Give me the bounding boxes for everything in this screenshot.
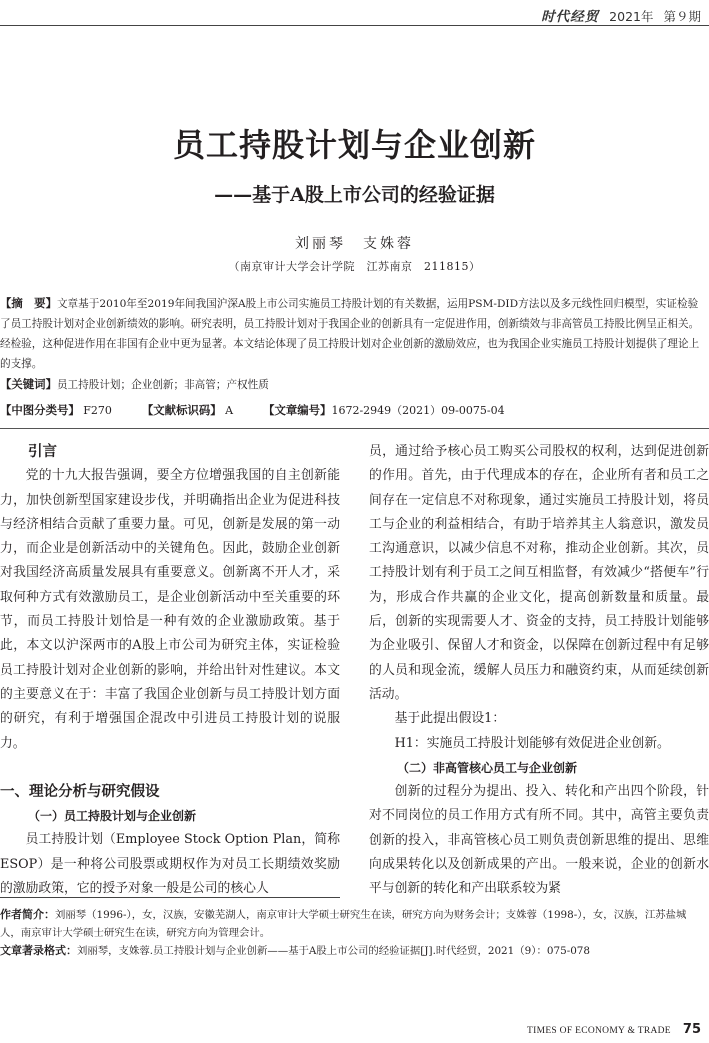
author-bio-text: 刘丽琴（1996-），女，汉族，安徽芜湖人，南京审计大学硕士研究生在读，研究方向为财务会计；支姝蓉（1998-），女，汉族，江苏盐城人，南京审计大学硕士研究生在读，研究方向为管理会计。	[0, 909, 687, 939]
section-1-heading: 一、理论分析与研究假设	[0, 783, 160, 800]
subsection-2-heading: （二）非高管核心员工与企业创新	[397, 760, 578, 775]
doc-code-item	[142, 402, 233, 418]
subsection-1-paragraph: 员工持股计划（Employee Stock Option Plan，简称ESOP）是一种将公司股票或期权作为对员工长期绩效奖励的激励政策，它的授予对象一般是公司的核心人	[0, 832, 340, 897]
abstract-text: 文章基于2010年至2019年间我国沪深A股上市公司实施员工持股计划的有关数据，运用PSM-DID方法以及多元线性回归模型，实证检验了员工持股计划对企业创新绩效的影响。研究表明，员工持股计划对于我国企业的创新具有一定促进作用，创新绩效与非高管员工持股比例呈正相关。经检验，这种促进作用在非国有企业中更为显著。本文结论体现了员工持股计划对企业创新的激励效应，也为我国企业实施员工持股计划提供了理论上的支撑。	[0, 298, 700, 370]
citation-format	[0, 942, 705, 961]
intro-heading: 引言	[28, 444, 57, 460]
left-column	[0, 440, 340, 901]
author-affiliation: （南京审计大学会计学院 江苏南京 211815）	[228, 260, 481, 273]
clc-label: 【中图分类号】	[0, 403, 80, 417]
issue-year: 2021年	[609, 9, 654, 24]
article-subtitle: ——基于A股上市公司的经验证据	[214, 184, 495, 206]
hypothesis-1: H1：实施员工持股计划能够有效促进企业创新。	[394, 735, 670, 751]
subsection-1-heading: （一）员工持股计划与企业创新	[28, 809, 197, 824]
magazine-name: 时代经贸	[541, 9, 600, 25]
author-bio-label: 作者简介：	[0, 908, 55, 921]
hypothesis-intro: 基于此提出假设1：	[394, 711, 506, 727]
footnote-rule	[0, 897, 340, 898]
keywords-text: 员工持股计划；企业创新；非高管；产权性质	[56, 379, 269, 391]
header-rule	[0, 25, 709, 26]
journal-name-en: TIMES OF ECONOMY & TRADE	[527, 1026, 671, 1036]
right-column	[369, 440, 709, 902]
article-id-item	[263, 402, 504, 418]
clc-item	[0, 402, 112, 418]
author-bio	[0, 906, 705, 942]
doc-code-value: A	[225, 404, 234, 417]
clc-value: F270	[83, 404, 112, 417]
page-number: 75	[682, 1022, 701, 1037]
continued-paragraph: 员，通过给予核心员工购买公司股权的权利，达到促进创新的作用。首先，由于代理成本的存在，企业所有者和员工之间存在一定信息不对称现象，通过实施员工持股计划，将员工与企业的利益相结合，有助于培养其主人翁意识，激发员工沟通意识，以减少信息不对称，推动企业创新。其次，员工持股计划有利于员工之间互相监督，有效减少“搭便车”行为，形成合作共赢的企业文化，提高创新数量和质量。最后，创新的实现需要人才、资金的支持，员工持股计划能够为企业吸引、保留人才和资金，以保障在创新过程中有足够的人员和现金流，缓解人员压力和融资约束，从而延续创新活动。	[369, 444, 709, 702]
issue-number: 第９期	[663, 9, 701, 24]
keywords	[0, 374, 705, 395]
abstract	[0, 293, 705, 374]
running-header	[541, 5, 701, 25]
section-gap	[0, 756, 340, 780]
article-id-label: 【文章编号】	[263, 403, 332, 417]
citation-text: 刘丽琴，支姝蓉.员工持股计划与企业创新——基于A股上市公司的经验证据[J].时代经贸，2021（9）：075-078	[77, 945, 591, 957]
intro-paragraph: 党的十九大报告强调，要全方位增强我国的自主创新能力，加快创新型国家建设步伐，并明确指出企业为促进科技与经济相结合贡献了重要力量。可见，创新是发展的第一动力，而企业是创新活动中的关键角色。因此，鼓励企业创新对我国经济高质量发展具有重要意义。创新离不开人才，采取何种方式有效激励员工，是企业创新活动中至关重要的环节，而员工持股计划恰是一种有效的企业激励政策。基于此，本文以沪深两市的A股上市公司为研究主体，实证检验员工持股计划对企业创新的影响，并给出针对性建议。本文的主要意义在于：丰富了我国企业创新与员工持股计划方面的研究，有利于增强国企混改中引进员工持股计划的说服力。	[0, 468, 340, 751]
abstract-separator	[0, 428, 709, 429]
subsection-2-paragraph: 创新的过程分为提出、投入、转化和产出四个阶段，针对不同岗位的员工作用方式有所不同。其中，高管主要负责创新的投入，非高管核心员工则负责创新思维的提出、思维向成果转化以及创新成果的产出。一般来说，企业的创新水平与创新的转化和产出联系较为紧	[369, 784, 709, 897]
abstract-block	[0, 293, 705, 395]
abstract-label: 【摘 要】	[0, 296, 57, 310]
classification-line	[0, 402, 705, 418]
article-id-value: 1672-2949（2021）09-0075-04	[331, 404, 505, 417]
footnotes	[0, 906, 705, 961]
page-footer	[527, 1022, 701, 1037]
article-authors: 刘丽琴 支姝蓉	[295, 236, 414, 252]
citation-label: 文章著录格式：	[0, 944, 77, 957]
article-title: 员工持股计划与企业创新	[172, 126, 536, 164]
keywords-label: 【关键词】	[0, 377, 57, 391]
doc-code-label: 【文献标识码】	[141, 403, 222, 417]
